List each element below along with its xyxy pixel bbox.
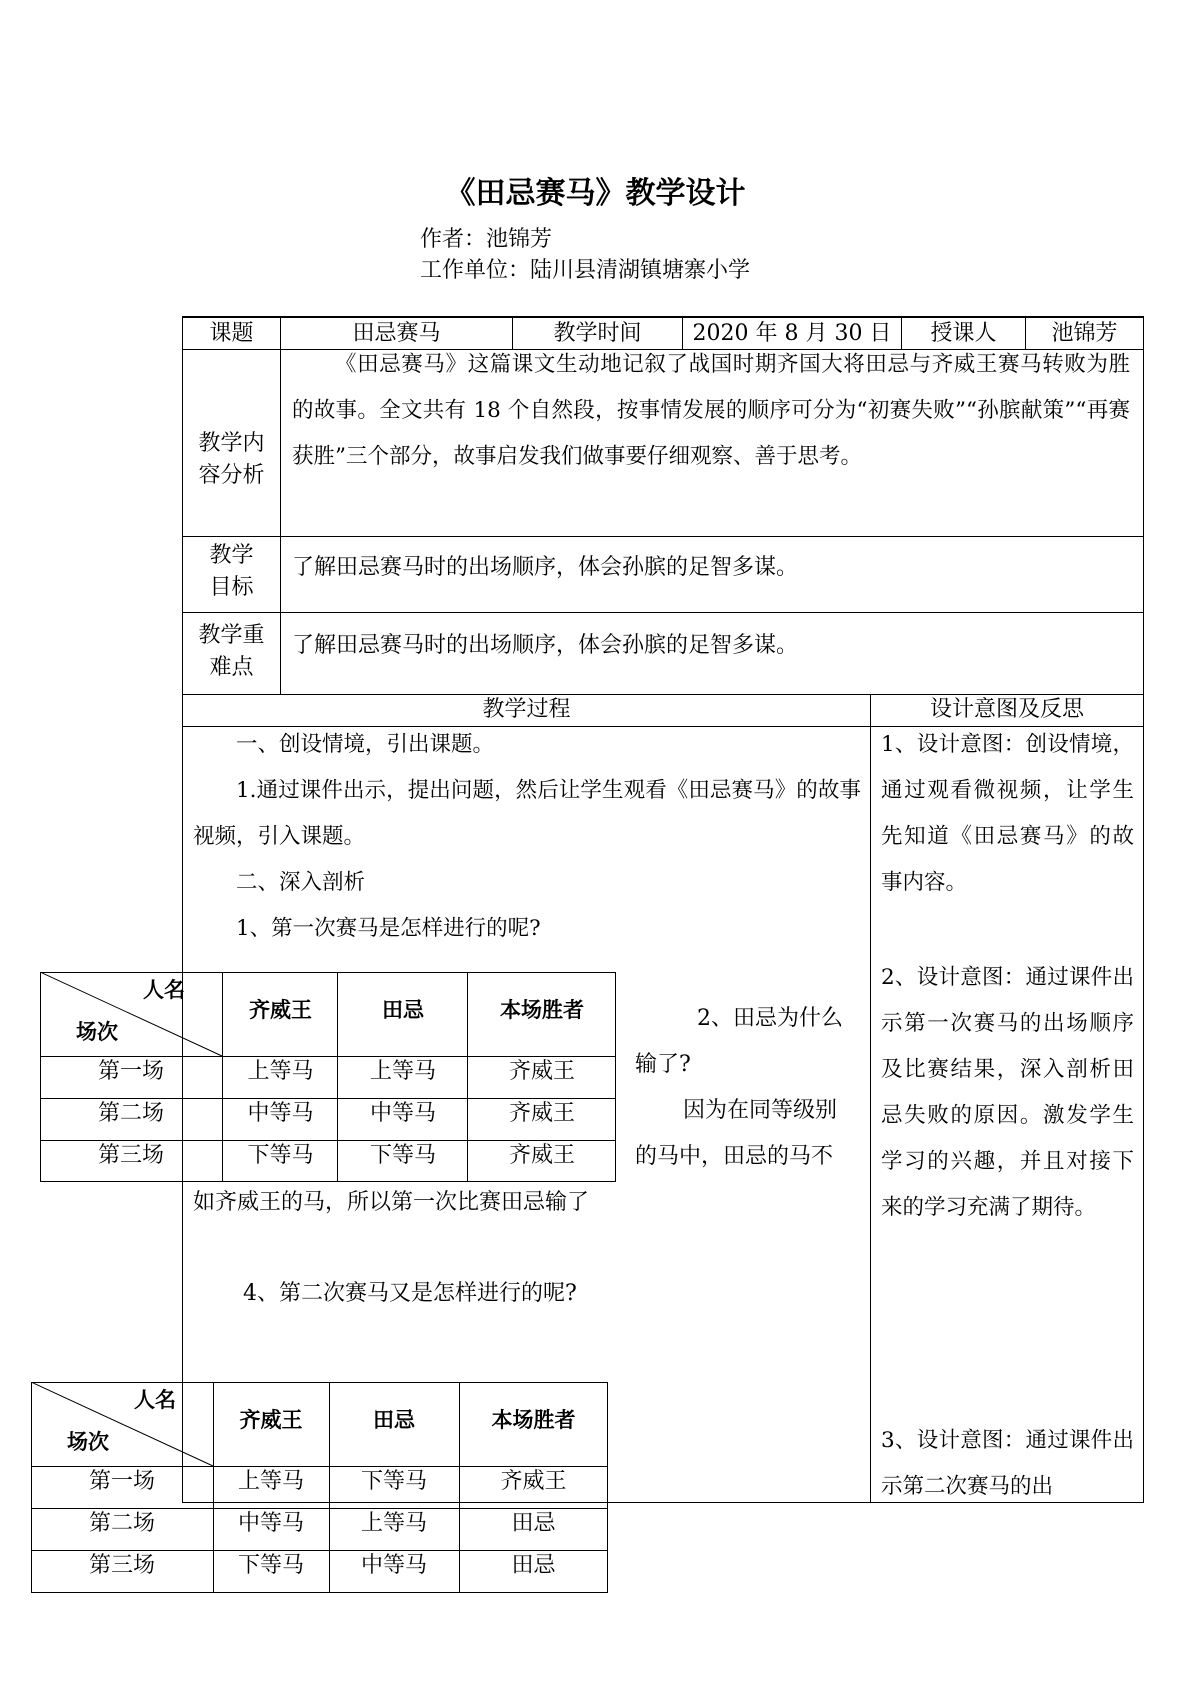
process-step-2: 1.通过课件出示，提出问题，然后让学生观看《田忌赛马》的故事视频，引入课题。 <box>193 778 861 849</box>
race-1-header-qiweiwang: 齐威王 <box>249 998 312 1022</box>
author-line: 作者：池锦芳 <box>420 227 553 252</box>
race-2-r1-qiweiwang: 上等马 <box>237 1469 304 1494</box>
race-1-corner-top: 人名 <box>143 978 185 1002</box>
reflection-1: 1、设计意图：创设情境，通过观看微视频，让学生先知道《田忌赛马》的故事内容。 <box>881 732 1134 895</box>
reflection-2: 2、设计意图：通过课件出示第一次赛马的出场顺序及比赛结果，深入剖析田忌失败的原因。激发学生学习的兴趣，并且对接下来的学习充满了期待。 <box>881 965 1134 1220</box>
race-2-r2-winner: 田忌 <box>511 1511 556 1536</box>
race-2-header-qiweiwang: 齐威王 <box>239 1408 303 1432</box>
race-2-corner-top: 人名 <box>134 1388 176 1412</box>
process-step-4: 1、第一次赛马是怎样进行的呢? <box>236 916 541 941</box>
race-2-corner-bottom: 场次 <box>67 1430 109 1454</box>
race-1-header-winner: 本场胜者 <box>500 998 584 1022</box>
goal-label-2: 目标 <box>209 575 254 600</box>
document-title: 《田忌赛马》教学设计 <box>445 176 746 211</box>
time-label: 教学时间 <box>553 321 642 346</box>
content-analysis-text: 《田忌赛马》这篇课文生动地记叙了战国时期齐国大将田忌与齐威王赛马转败为胜的故事。全文共有 18 个自然段，按事情发展的顺序可分为“初赛失败”“孙膑献策”“再赛获胜”三个部分，故事启发我们做事要仔细观察、善于思考。 <box>292 352 1130 469</box>
time-value: 2020 年 8 月 30 日 <box>692 321 892 346</box>
race-2-round-1: 第一场 <box>88 1469 155 1494</box>
race-1-r2-qiweiwang: 中等马 <box>247 1101 314 1126</box>
difficulty-label-2: 难点 <box>209 655 254 680</box>
process-step-3: 二、深入剖析 <box>236 870 366 895</box>
race-1-corner-bottom: 场次 <box>76 1020 118 1044</box>
race-2-round-3: 第三场 <box>88 1553 155 1578</box>
process-answer-line-2: 的马中，田忌的马不 <box>635 1144 834 1169</box>
race-1-r1-tianji: 上等马 <box>369 1059 436 1084</box>
race-2-r1-tianji: 下等马 <box>360 1469 427 1494</box>
race-1-round-3: 第三场 <box>97 1143 164 1168</box>
race-1-round-2: 第二场 <box>97 1101 164 1126</box>
reflection-header: 设计意图及反思 <box>929 697 1084 722</box>
teacher-label: 授课人 <box>930 321 997 346</box>
teacher-value: 池锦芳 <box>1051 321 1118 346</box>
reflection-3: 3、设计意图：通过课件出示第二次赛马的出 <box>881 1428 1134 1499</box>
race-2-round-2: 第二场 <box>88 1511 155 1536</box>
process-step-1: 一、创设情境，引出课题。 <box>236 732 495 757</box>
process-header: 教学过程 <box>482 697 571 722</box>
goal-text: 了解田忌赛马时的出场顺序，体会孙膑的足智多谋。 <box>292 555 799 580</box>
topic-label: 课题 <box>209 321 254 346</box>
topic-value: 田忌赛马 <box>352 321 441 346</box>
process-question-line-1: 2、田忌为什么 <box>697 1006 843 1031</box>
process-question-line-2: 输了? <box>635 1052 691 1077</box>
race-1-r1-winner: 齐威王 <box>508 1059 575 1084</box>
race-2-r2-qiweiwang: 中等马 <box>237 1511 304 1536</box>
race-1-r3-qiweiwang: 下等马 <box>247 1143 314 1168</box>
process-answer-line-1: 因为在同等级别 <box>683 1098 838 1123</box>
race-1-r2-winner: 齐威王 <box>508 1101 575 1126</box>
goal-label-1: 教学 <box>209 543 254 568</box>
content-analysis-label-2: 容分析 <box>198 463 265 488</box>
content-analysis-label-1: 教学内 <box>198 431 265 456</box>
difficulty-label-1: 教学重 <box>198 623 265 648</box>
race-1-r2-tianji: 中等马 <box>369 1101 436 1126</box>
race-2-header-tianji: 田忌 <box>373 1408 415 1432</box>
race-2-r2-tianji: 上等马 <box>360 1511 427 1536</box>
race-2-r3-winner: 田忌 <box>511 1553 556 1578</box>
unit-line: 工作单位：陆川县清湖镇塘寨小学 <box>420 258 751 283</box>
race-1-r3-winner: 齐威王 <box>508 1143 575 1168</box>
difficulty-text: 了解田忌赛马时的出场顺序，体会孙膑的足智多谋。 <box>292 633 799 658</box>
race-2-r1-winner: 齐威王 <box>500 1469 567 1494</box>
race-2-r3-tianji: 中等马 <box>360 1553 427 1578</box>
race-1-round-1: 第一场 <box>97 1059 164 1084</box>
process-answer-line-3: 如齐威王的马，所以第一次比赛田忌输了 <box>193 1190 590 1215</box>
race-1-header-tianji: 田忌 <box>382 998 424 1022</box>
race-1-r1-qiweiwang: 上等马 <box>247 1059 314 1084</box>
race-1-r3-tianji: 下等马 <box>369 1143 436 1168</box>
race-2-r3-qiweiwang: 下等马 <box>237 1553 304 1578</box>
race-2-header-winner: 本场胜者 <box>491 1408 576 1432</box>
process-step-5: 4、第二次赛马又是怎样进行的呢? <box>243 1281 577 1306</box>
